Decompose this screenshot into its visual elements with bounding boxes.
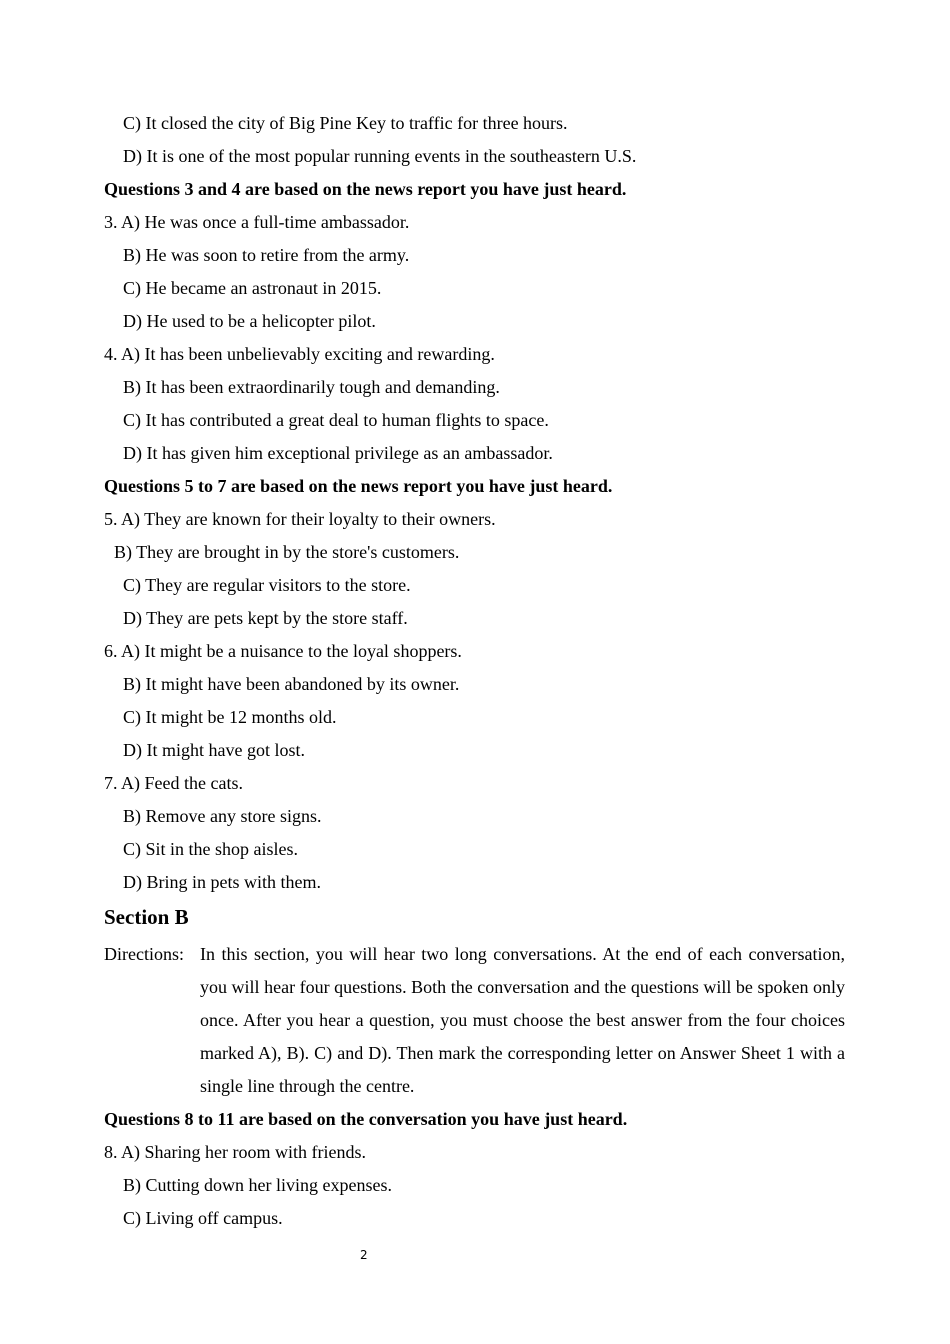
option-line: B) Cutting down her living expenses.	[123, 1175, 392, 1195]
question-line: 3. A) He was once a full-time ambassador.	[104, 212, 410, 232]
option-line: C) It closed the city of Big Pine Key to traffic for three hours.	[123, 113, 568, 133]
option-line: C) It has contributed a great deal to human flights to space.	[123, 410, 549, 430]
question-line: 6. A) It might be a nuisance to the loyal shoppers.	[104, 641, 462, 661]
option-line: B) He was soon to retire from the army.	[123, 245, 410, 265]
option-line: D) It might have got lost.	[123, 740, 305, 760]
section-heading: Section B	[104, 905, 189, 929]
option-line: B) It might have been abandoned by its owner.	[123, 674, 460, 694]
question-line: 7. A) Feed the cats.	[104, 773, 243, 793]
page-number: 2	[360, 1248, 368, 1262]
directions	[104, 938, 845, 1103]
question-line: 4. A) It has been unbelievably exciting and rewarding.	[104, 344, 495, 364]
directions-label: Directions:	[104, 944, 184, 964]
option-line: D) They are pets kept by the store staff.	[123, 608, 408, 628]
question-line: 8. A) Sharing her room with friends.	[104, 1142, 366, 1162]
option-line: D) It is one of the most popular running events in the southeastern U.S.	[123, 146, 637, 166]
option-line: D) Bring in pets with them.	[123, 872, 321, 892]
question-group-heading: Questions 5 to 7 are based on the news report you have just heard.	[104, 476, 613, 496]
directions-text: In this section, you will hear two long conversations. At the end of each conversation, you will hear four questions. Both the conversation and the questions will be spoken only once. After you hear a question, you must choose the best answer from the four choices marked A), B). C) and D). Then mark the corresponding letter on Answer Sheet 1 with a single line through the centre.	[200, 944, 845, 1096]
question-group-heading: Questions 8 to 11 are based on the conversation you have just heard.	[104, 1109, 628, 1129]
question-group-heading: Questions 3 and 4 are based on the news report you have just heard.	[104, 179, 627, 199]
option-line: B) It has been extraordinarily tough and demanding.	[123, 377, 500, 397]
option-line: D) He used to be a helicopter pilot.	[123, 311, 376, 331]
option-line: B) They are brought in by the store's customers.	[114, 542, 460, 562]
option-line: C) They are regular visitors to the store.	[123, 575, 411, 595]
option-line: C) He became an astronaut in 2015.	[123, 278, 382, 298]
option-line: B) Remove any store signs.	[123, 806, 322, 826]
question-line: 5. A) They are known for their loyalty to their owners.	[104, 509, 496, 529]
option-line: C) Living off campus.	[123, 1208, 283, 1228]
option-line: D) It has given him exceptional privilege as an ambassador.	[123, 443, 553, 463]
option-line: C) It might be 12 months old.	[123, 707, 337, 727]
option-line: C) Sit in the shop aisles.	[123, 839, 298, 859]
